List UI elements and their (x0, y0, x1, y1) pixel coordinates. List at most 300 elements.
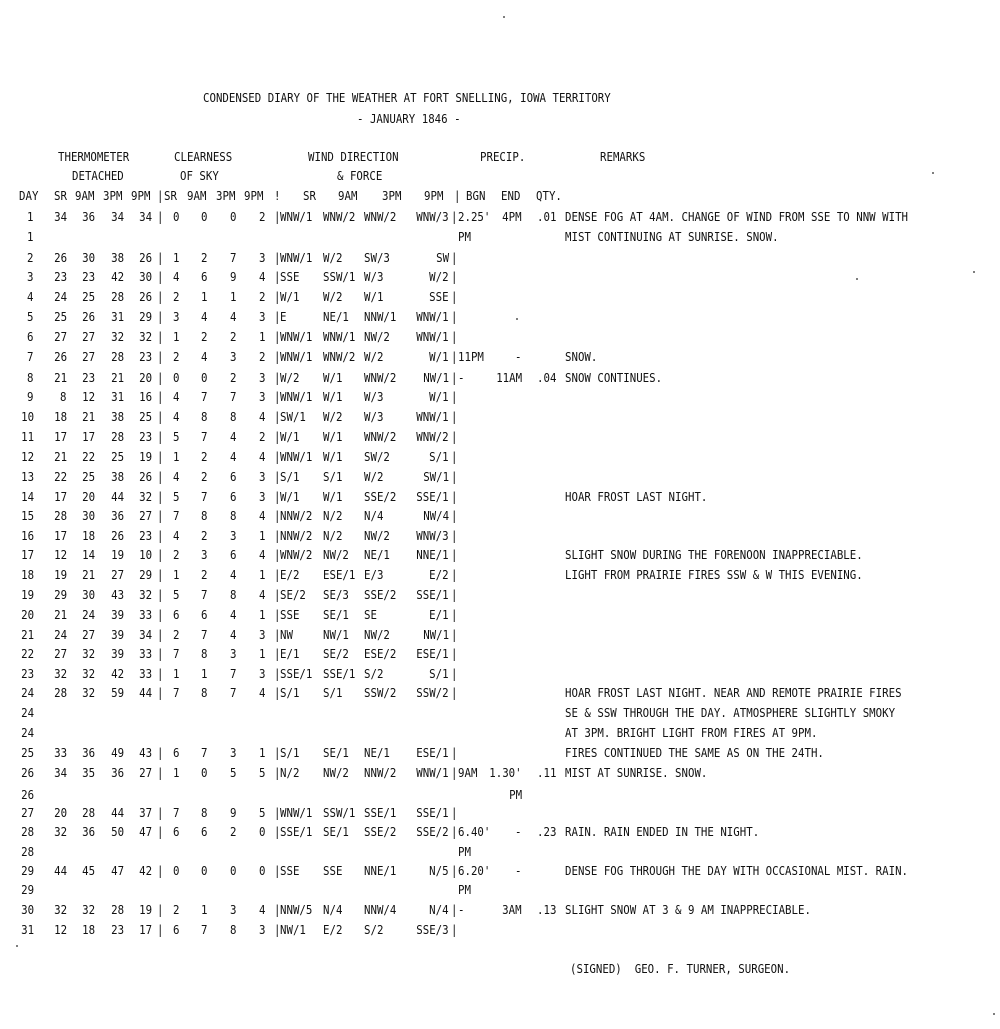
header-detached: DETACHED (72, 168, 124, 183)
sky-cell: 8 (230, 587, 237, 602)
temp-cell: 34 (139, 627, 152, 642)
day-cell: 10 (21, 409, 34, 424)
row-sep: | (157, 389, 164, 404)
row-sep: | (274, 685, 281, 700)
sky-cell: 8 (201, 508, 208, 523)
row-sep: | (157, 250, 164, 265)
sky-cell: 3 (173, 309, 180, 324)
sky-cell: 4 (259, 587, 266, 602)
row-sep: | (451, 269, 458, 284)
temp-cell: 34 (54, 209, 67, 224)
day-cell: 26 (21, 787, 34, 802)
day-cell: 11 (21, 429, 34, 444)
row-sep: | (157, 646, 164, 661)
row-sep: | (451, 607, 458, 622)
sky-cell: 1 (173, 567, 180, 582)
sky-cell: 4 (173, 528, 180, 543)
day-cell: 24 (21, 725, 34, 740)
sky-cell: 4 (173, 389, 180, 404)
precip-begin-cell: PM (458, 844, 471, 859)
temp-cell: 20 (54, 805, 67, 820)
row-sep: | (274, 902, 281, 917)
col-sep-3: | (454, 188, 461, 203)
wind-cell: S/1 (429, 666, 449, 681)
temp-cell: 38 (111, 250, 124, 265)
row-sep: | (451, 449, 458, 464)
sky-cell: 4 (259, 902, 266, 917)
temp-cell: 47 (111, 863, 124, 878)
remark-cell: SLIGHT SNOW DURING THE FORENOON INAPPRECIABLE. (565, 547, 863, 562)
temp-cell: 39 (111, 607, 124, 622)
wind-cell: E/2 (323, 922, 343, 937)
sky-cell: 0 (259, 863, 266, 878)
sky-cell: 7 (201, 922, 208, 937)
row-sep: | (274, 409, 281, 424)
wind-cell: SE/1 (323, 824, 349, 839)
temp-cell: 32 (54, 824, 67, 839)
sky-cell: 7 (201, 745, 208, 760)
precip-begin-cell: 6.40' (458, 824, 491, 839)
row-sep: | (451, 309, 458, 324)
row-sep: | (451, 547, 458, 562)
wind-cell: S/1 (429, 449, 449, 464)
sky-cell: 4 (173, 409, 180, 424)
sky-cell: 3 (259, 309, 266, 324)
wind-cell: NW/2 (323, 547, 349, 562)
col-wind-9am: 9AM (338, 188, 358, 203)
remark-cell: SNOW. (565, 349, 598, 364)
temp-cell: 26 (82, 309, 95, 324)
row-sep: | (274, 349, 281, 364)
temp-cell: 21 (82, 567, 95, 582)
row-sep: | (274, 805, 281, 820)
day-cell: 26 (21, 765, 34, 780)
sky-cell: 7 (173, 508, 180, 523)
row-sep: | (451, 349, 458, 364)
wind-cell: W/1 (364, 289, 384, 304)
wind-cell: WNW/1 (280, 449, 313, 464)
wind-cell: SSE/1 (323, 666, 356, 681)
wind-cell: SSE (323, 863, 343, 878)
wind-cell: WNW/2 (280, 547, 313, 562)
sky-cell: 8 (201, 409, 208, 424)
remark-cell: RAIN. RAIN ENDED IN THE NIGHT. (565, 824, 760, 839)
day-cell: 29 (21, 882, 34, 897)
remark-cell: FIRES CONTINUED THE SAME AS ON THE 24TH. (565, 745, 824, 760)
wind-cell: ESE/1 (323, 567, 356, 582)
row-sep: | (451, 685, 458, 700)
temp-cell: 21 (54, 370, 67, 385)
sky-cell: 2 (173, 349, 180, 364)
row-sep: | (451, 429, 458, 444)
wind-cell: NE/1 (364, 745, 390, 760)
sky-cell: 3 (230, 528, 237, 543)
sky-cell: 4 (173, 269, 180, 284)
row-sep: | (157, 289, 164, 304)
temp-cell: 27 (82, 349, 95, 364)
sky-cell: 1 (201, 902, 208, 917)
temp-cell: 36 (82, 824, 95, 839)
remark-cell: HOAR FROST LAST NIGHT. (565, 489, 708, 504)
sky-cell: 4 (201, 309, 208, 324)
day-cell: 17 (21, 547, 34, 562)
temp-cell: 21 (54, 607, 67, 622)
row-sep: | (274, 528, 281, 543)
sky-cell: 3 (230, 745, 237, 760)
temp-cell: 19 (139, 449, 152, 464)
wind-cell: SSE (280, 269, 300, 284)
sky-cell: 1 (173, 329, 180, 344)
temp-cell: 44 (111, 805, 124, 820)
row-sep: | (157, 685, 164, 700)
wind-cell: E/2 (429, 567, 449, 582)
sky-cell: 4 (230, 309, 237, 324)
wind-cell: NNE/1 (416, 547, 449, 562)
row-sep: | (274, 469, 281, 484)
sky-cell: 6 (173, 824, 180, 839)
day-cell: 1 (27, 209, 34, 224)
header-clearness: CLEARNESS (174, 149, 233, 164)
day-cell: 21 (21, 627, 34, 642)
precip-begin-cell: PM (458, 882, 471, 897)
document-subtitle: - JANUARY 1846 - (357, 111, 461, 126)
wind-cell: SSE (429, 289, 449, 304)
sky-cell: 3 (230, 646, 237, 661)
sky-cell: 5 (230, 765, 237, 780)
row-sep: | (451, 765, 458, 780)
row-sep: | (274, 209, 281, 224)
row-sep: | (274, 508, 281, 523)
row-sep: | (274, 765, 281, 780)
temp-cell: 45 (82, 863, 95, 878)
col-wind-3pm: 3PM (382, 188, 402, 203)
sky-cell: 7 (201, 389, 208, 404)
row-sep: | (451, 209, 458, 224)
row-sep: | (451, 922, 458, 937)
wind-cell: W/2 (323, 409, 343, 424)
temp-cell: 8 (60, 389, 67, 404)
row-sep: | (157, 489, 164, 504)
row-sep: | (451, 489, 458, 504)
day-cell: 4 (27, 289, 34, 304)
wind-cell: WNW/2 (364, 370, 397, 385)
day-cell: 6 (27, 329, 34, 344)
sky-cell: 4 (259, 449, 266, 464)
remark-cell: SE & SSW THROUGH THE DAY. ATMOSPHERE SLIGHTLY SMOKY (565, 705, 896, 720)
row-sep: | (157, 567, 164, 582)
sky-cell: 1 (201, 666, 208, 681)
wind-cell: NE/1 (323, 309, 349, 324)
wind-cell: SSW/1 (323, 805, 356, 820)
row-sep: | (157, 269, 164, 284)
temp-cell: 27 (54, 646, 67, 661)
temp-cell: 36 (111, 765, 124, 780)
temp-cell: 27 (82, 329, 95, 344)
temp-cell: 23 (82, 269, 95, 284)
sky-cell: 2 (259, 349, 266, 364)
temp-cell: 25 (54, 309, 67, 324)
sky-cell: 8 (230, 508, 237, 523)
sky-cell: 1 (259, 646, 266, 661)
temp-cell: 25 (82, 469, 95, 484)
wind-cell: S/2 (364, 922, 384, 937)
temp-cell: 25 (139, 409, 152, 424)
wind-cell: SE/3 (323, 587, 349, 602)
temp-cell: 26 (139, 469, 152, 484)
wind-cell: ESE/1 (416, 646, 449, 661)
sky-cell: 4 (230, 607, 237, 622)
sky-cell: 6 (230, 489, 237, 504)
row-sep: | (451, 329, 458, 344)
sky-cell: 4 (230, 449, 237, 464)
sky-cell: 4 (259, 547, 266, 562)
sky-cell: 3 (201, 547, 208, 562)
remark-cell: LIGHT FROM PRAIRIE FIRES SSW & W THIS EVENING. (565, 567, 863, 582)
temp-cell: 26 (54, 250, 67, 265)
temp-cell: 25 (111, 449, 124, 464)
wind-cell: N/4 (429, 902, 449, 917)
day-cell: 13 (21, 469, 34, 484)
row-sep: | (451, 745, 458, 760)
day-cell: 24 (21, 705, 34, 720)
temp-cell: 59 (111, 685, 124, 700)
temp-cell: 49 (111, 745, 124, 760)
wind-cell: N/2 (323, 508, 343, 523)
sky-cell: 2 (173, 547, 180, 562)
sky-cell: 7 (230, 685, 237, 700)
wind-cell: NNW/5 (280, 902, 313, 917)
row-sep: | (451, 627, 458, 642)
sky-cell: 7 (173, 646, 180, 661)
temp-cell: 26 (139, 250, 152, 265)
wind-cell: SSE/2 (364, 824, 397, 839)
temp-cell: 27 (82, 627, 95, 642)
sky-cell: 4 (259, 269, 266, 284)
sky-cell: 2 (201, 567, 208, 582)
row-sep: | (157, 508, 164, 523)
sky-cell: 2 (201, 469, 208, 484)
temp-cell: 29 (139, 567, 152, 582)
wind-cell: W/1 (429, 349, 449, 364)
row-sep: | (451, 289, 458, 304)
wind-cell: SE/2 (323, 646, 349, 661)
wind-cell: N/4 (323, 902, 343, 917)
wind-cell: E (280, 309, 287, 324)
col-sky-9am: 9AM (187, 188, 207, 203)
wind-cell: WNW/1 (323, 329, 356, 344)
col-sky-9pm: 9PM (244, 188, 264, 203)
wind-cell: WNW/1 (280, 250, 313, 265)
temp-cell: 34 (54, 765, 67, 780)
sky-cell: 9 (230, 269, 237, 284)
wind-cell: WNW/1 (280, 805, 313, 820)
temp-cell: 32 (54, 666, 67, 681)
temp-cell: 24 (54, 627, 67, 642)
precip-end-cell: 4PM (502, 209, 522, 224)
row-sep: | (451, 805, 458, 820)
row-sep: | (157, 922, 164, 937)
wind-cell: NW/2 (323, 765, 349, 780)
sky-cell: 3 (259, 370, 266, 385)
row-sep: | (157, 329, 164, 344)
row-sep: | (274, 449, 281, 464)
temp-cell: 37 (139, 805, 152, 820)
wind-cell: W/1 (323, 429, 343, 444)
day-cell: 2 (27, 250, 34, 265)
wind-cell: SW/1 (280, 409, 306, 424)
precip-end-cell: PM (509, 787, 522, 802)
wind-cell: SSE/1 (364, 805, 397, 820)
day-cell: 16 (21, 528, 34, 543)
temp-cell: 33 (139, 646, 152, 661)
sky-cell: 4 (259, 508, 266, 523)
speck (503, 16, 505, 18)
precip-qty-cell: .11 (537, 765, 557, 780)
precip-qty-cell: .23 (537, 824, 557, 839)
col-qty: QTY. (536, 188, 562, 203)
wind-cell: WNW/1 (280, 389, 313, 404)
sky-cell: 6 (201, 607, 208, 622)
sky-cell: 9 (230, 805, 237, 820)
sky-cell: 1 (259, 745, 266, 760)
wind-cell: WNW/3 (416, 528, 449, 543)
wind-cell: E/3 (364, 567, 384, 582)
wind-cell: NNW/2 (364, 765, 397, 780)
temp-cell: 36 (82, 209, 95, 224)
wind-cell: WNW/2 (416, 429, 449, 444)
speck (856, 278, 858, 280)
sky-cell: 0 (173, 370, 180, 385)
precip-begin-cell: 11PM (458, 349, 484, 364)
wind-cell: W/1 (280, 489, 300, 504)
sky-cell: 4 (230, 429, 237, 444)
temp-cell: 24 (82, 607, 95, 622)
wind-cell: NW/1 (323, 627, 349, 642)
speck (973, 271, 975, 273)
sky-cell: 7 (230, 666, 237, 681)
sky-cell: 3 (230, 902, 237, 917)
row-sep: | (157, 209, 164, 224)
wind-cell: W/2 (364, 469, 384, 484)
speck (932, 172, 934, 174)
temp-cell: 27 (54, 329, 67, 344)
day-cell: 3 (27, 269, 34, 284)
row-sep: | (157, 429, 164, 444)
temp-cell: 23 (139, 429, 152, 444)
wind-cell: W/3 (364, 409, 384, 424)
temp-cell: 34 (111, 209, 124, 224)
temp-cell: 23 (54, 269, 67, 284)
sky-cell: 2 (201, 449, 208, 464)
sky-cell: 8 (230, 922, 237, 937)
row-sep: | (274, 627, 281, 642)
wind-cell: NW/1 (423, 627, 449, 642)
row-sep: | (157, 587, 164, 602)
wind-cell: NNW/1 (364, 309, 397, 324)
wind-cell: W/1 (323, 489, 343, 504)
row-sep: | (274, 824, 281, 839)
sky-cell: 0 (201, 765, 208, 780)
col-end: END (501, 188, 521, 203)
sky-cell: 3 (259, 489, 266, 504)
sky-cell: 5 (259, 805, 266, 820)
wind-cell: WNW/1 (416, 409, 449, 424)
wind-cell: W/1 (323, 449, 343, 464)
temp-cell: 42 (111, 666, 124, 681)
sky-cell: 2 (173, 627, 180, 642)
sky-cell: 7 (201, 587, 208, 602)
precip-begin-cell: - (458, 370, 465, 385)
row-sep: | (274, 587, 281, 602)
sky-cell: 6 (173, 745, 180, 760)
wind-cell: SSW/1 (323, 269, 356, 284)
day-cell: 24 (21, 685, 34, 700)
temp-cell: 23 (82, 370, 95, 385)
temp-cell: 17 (54, 528, 67, 543)
wind-cell: S/1 (280, 685, 300, 700)
temp-cell: 43 (139, 745, 152, 760)
row-sep: | (157, 607, 164, 622)
row-sep: | (274, 429, 281, 444)
day-cell: 18 (21, 567, 34, 582)
row-sep: | (157, 902, 164, 917)
temp-cell: 32 (54, 902, 67, 917)
sky-cell: 6 (230, 469, 237, 484)
day-cell: 29 (21, 863, 34, 878)
wind-cell: NW (280, 627, 293, 642)
sky-cell: 4 (201, 349, 208, 364)
precip-begin-cell: - (458, 902, 465, 917)
wind-cell: NE/1 (364, 547, 390, 562)
row-sep: | (274, 289, 281, 304)
wind-cell: W/3 (364, 389, 384, 404)
wind-cell: WNW/1 (280, 349, 313, 364)
speck (16, 945, 18, 947)
temp-cell: 28 (54, 685, 67, 700)
row-sep: | (274, 389, 281, 404)
sky-cell: 1 (259, 607, 266, 622)
day-cell: 28 (21, 824, 34, 839)
temp-cell: 32 (139, 329, 152, 344)
temp-cell: 23 (111, 922, 124, 937)
temp-cell: 36 (111, 508, 124, 523)
remark-cell: MIST CONTINUING AT SUNRISE. SNOW. (565, 229, 779, 244)
sky-cell: 4 (259, 409, 266, 424)
temp-cell: 24 (54, 289, 67, 304)
col-sky-sr: SR (164, 188, 177, 203)
sky-cell: 1 (230, 289, 237, 304)
wind-cell: SSE/1 (280, 666, 313, 681)
sky-cell: 3 (259, 250, 266, 265)
temp-cell: 31 (111, 389, 124, 404)
day-cell: 12 (21, 449, 34, 464)
sky-cell: 0 (173, 209, 180, 224)
temp-cell: 43 (111, 587, 124, 602)
precip-end-cell: 11AM (496, 370, 522, 385)
sky-cell: 8 (201, 685, 208, 700)
col-wind-9pm: 9PM (424, 188, 444, 203)
day-cell: 5 (27, 309, 34, 324)
row-sep: | (157, 666, 164, 681)
temp-cell: 31 (111, 309, 124, 324)
sky-cell: 0 (230, 863, 237, 878)
temp-cell: 42 (139, 863, 152, 878)
sky-cell: 7 (230, 389, 237, 404)
row-sep: | (157, 449, 164, 464)
precip-qty-cell: .04 (537, 370, 557, 385)
wind-cell: SW (436, 250, 449, 265)
row-sep: | (274, 567, 281, 582)
